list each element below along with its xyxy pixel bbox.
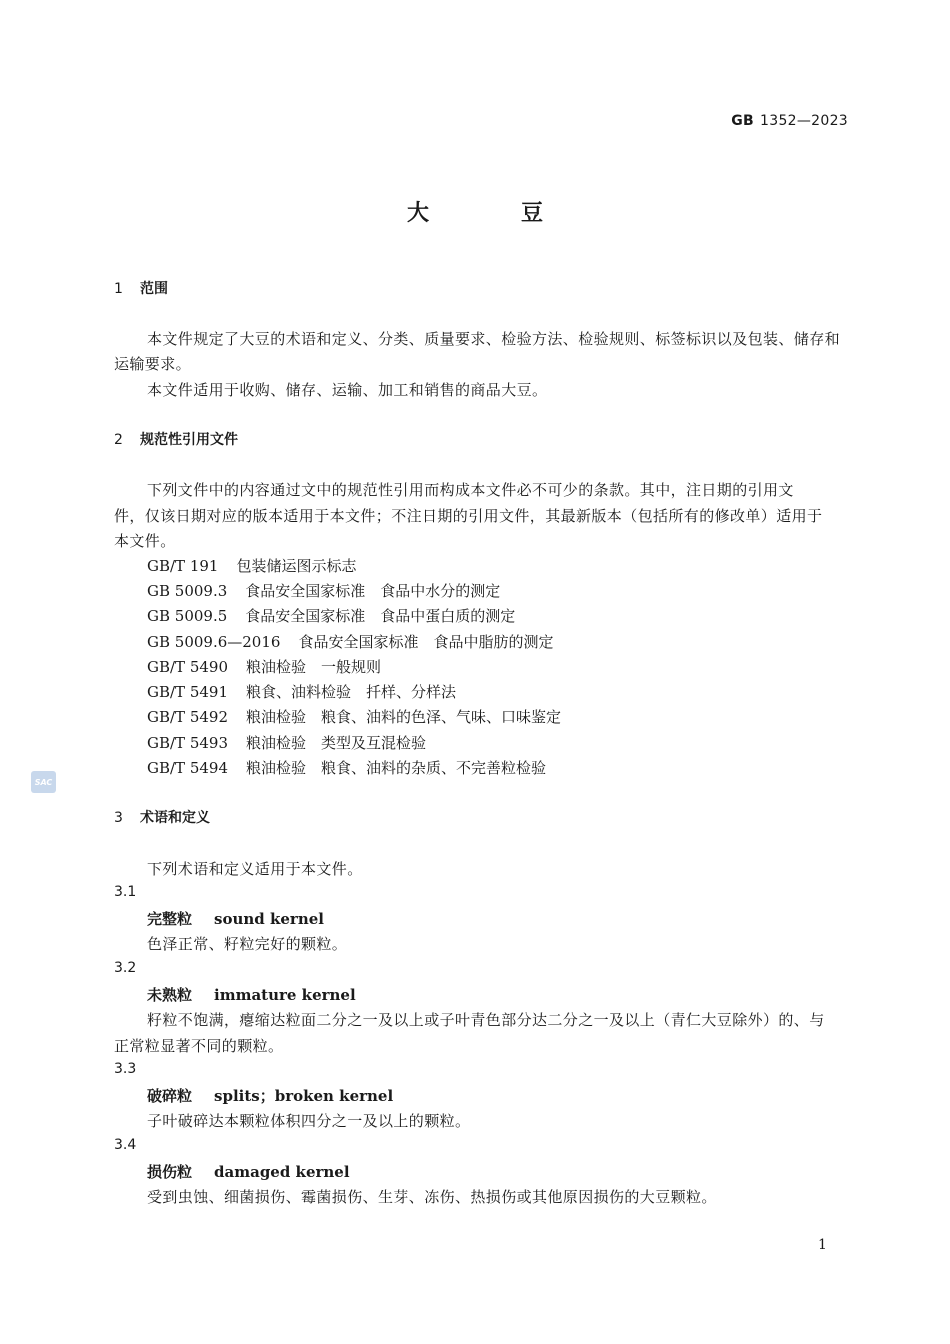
reference-title: 粮食、油料检验 扦样、分样法 bbox=[246, 683, 457, 701]
term-heading bbox=[147, 1161, 350, 1182]
clause-number: 3.3 bbox=[114, 1061, 137, 1077]
section-1-para-1-line-1: 本文件规定了大豆的术语和定义、分类、质量要求、检验方法、检验规则、标签标识以及包装、储存和 bbox=[147, 330, 841, 348]
section-2-heading bbox=[114, 429, 238, 449]
section-2-para-line-2: 件，仅该日期对应的版本适用于本文件；不注日期的引用文件，其最新版本（包括所有的修改单）适用于 bbox=[114, 507, 823, 525]
term-definition-cont: 正常粒显著不同的颗粒。 bbox=[114, 1037, 284, 1055]
reference-item bbox=[147, 681, 456, 702]
reference-code: GB 5009.3 bbox=[147, 582, 228, 600]
reference-title: 粮油检验 类型及互混检验 bbox=[246, 734, 427, 752]
term-heading bbox=[147, 908, 324, 929]
term-definition: 子叶破碎达本颗粒体积四分之一及以上的颗粒。 bbox=[147, 1112, 471, 1130]
reference-title: 粮油检验 粮食、油料的色泽、气味、口味鉴定 bbox=[246, 708, 562, 726]
reference-item bbox=[147, 732, 426, 753]
term-en: immature kernel bbox=[214, 986, 356, 1004]
section-2-title: 规范性引用文件 bbox=[140, 432, 238, 448]
section-1-title: 范围 bbox=[140, 281, 168, 297]
reference-item bbox=[147, 656, 381, 677]
term-definition: 色泽正常、籽粒完好的颗粒。 bbox=[147, 935, 348, 953]
reference-title: 包装储运图示标志 bbox=[236, 557, 357, 575]
term-zh: 破碎粒 bbox=[147, 1087, 193, 1105]
clause-number: 3.4 bbox=[114, 1137, 137, 1153]
section-3-title: 术语和定义 bbox=[140, 810, 210, 826]
reference-item bbox=[147, 631, 553, 652]
term-definition: 籽粒不饱满，瘪缩达粒面二分之一及以上或子叶青色部分达二分之一及以上（青仁大豆除外）的、与 bbox=[147, 1011, 825, 1029]
section-3-intro: 下列术语和定义适用于本文件。 bbox=[147, 860, 363, 878]
term-en: sound kernel bbox=[214, 910, 324, 928]
reference-code: GB 5009.6—2016 bbox=[147, 633, 281, 651]
term-zh: 损伤粒 bbox=[147, 1163, 193, 1181]
standard-prefix: GB bbox=[731, 113, 755, 129]
reference-code: GB/T 5490 bbox=[147, 658, 229, 676]
page-title bbox=[0, 196, 950, 227]
reference-title: 食品安全国家标准 食品中水分的测定 bbox=[245, 582, 501, 600]
reference-item bbox=[147, 605, 515, 626]
sac-watermark-logo: SAC bbox=[31, 771, 56, 793]
reference-title: 粮油检验 粮食、油料的杂质、不完善粒检验 bbox=[246, 759, 547, 777]
section-2-para-line-3: 本文件。 bbox=[114, 532, 176, 550]
section-1-number: 1 bbox=[114, 281, 123, 297]
page-number: 1 bbox=[818, 1237, 827, 1253]
section-3-number: 3 bbox=[114, 810, 123, 826]
section-1-para-2: 本文件适用于收购、储存、运输、加工和销售的商品大豆。 bbox=[147, 381, 548, 399]
term-en: damaged kernel bbox=[214, 1163, 350, 1181]
standard-code bbox=[731, 113, 848, 129]
reference-title: 食品安全国家标准 食品中蛋白质的测定 bbox=[245, 607, 516, 625]
title-char-1: 大 bbox=[406, 201, 429, 226]
reference-code: GB/T 5493 bbox=[147, 734, 229, 752]
section-2-number: 2 bbox=[114, 432, 123, 448]
term-heading bbox=[147, 984, 356, 1005]
reference-code: GB 5009.5 bbox=[147, 607, 228, 625]
standard-number: 1352—2023 bbox=[760, 113, 848, 129]
section-1-heading bbox=[114, 278, 168, 298]
reference-code: GB/T 5494 bbox=[147, 759, 229, 777]
reference-item bbox=[147, 580, 500, 601]
reference-code: GB/T 191 bbox=[147, 557, 219, 575]
clause-number: 3.2 bbox=[114, 960, 137, 976]
clause-number: 3.1 bbox=[114, 884, 137, 900]
term-definition: 受到虫蚀、细菌损伤、霉菌损伤、生芽、冻伤、热损伤或其他原因损伤的大豆颗粒。 bbox=[147, 1188, 717, 1206]
reference-code: GB/T 5492 bbox=[147, 708, 229, 726]
section-3-heading bbox=[114, 807, 210, 827]
term-en: splits；broken kernel bbox=[214, 1087, 394, 1105]
term-zh: 未熟粒 bbox=[147, 986, 193, 1004]
reference-item bbox=[147, 706, 561, 727]
term-zh: 完整粒 bbox=[147, 910, 193, 928]
term-heading bbox=[147, 1085, 393, 1106]
reference-code: GB/T 5491 bbox=[147, 683, 229, 701]
reference-item bbox=[147, 757, 546, 778]
section-1-para-1-line-2: 运输要求。 bbox=[114, 355, 192, 373]
reference-item bbox=[147, 555, 356, 576]
section-2-para-line-1: 下列文件中的内容通过文中的规范性引用而构成本文件必不可少的条款。其中，注日期的引用文 bbox=[147, 481, 794, 499]
title-char-2: 豆 bbox=[521, 201, 544, 226]
reference-title: 食品安全国家标准 食品中脂肪的测定 bbox=[298, 633, 554, 651]
reference-title: 粮油检验 一般规则 bbox=[246, 658, 382, 676]
